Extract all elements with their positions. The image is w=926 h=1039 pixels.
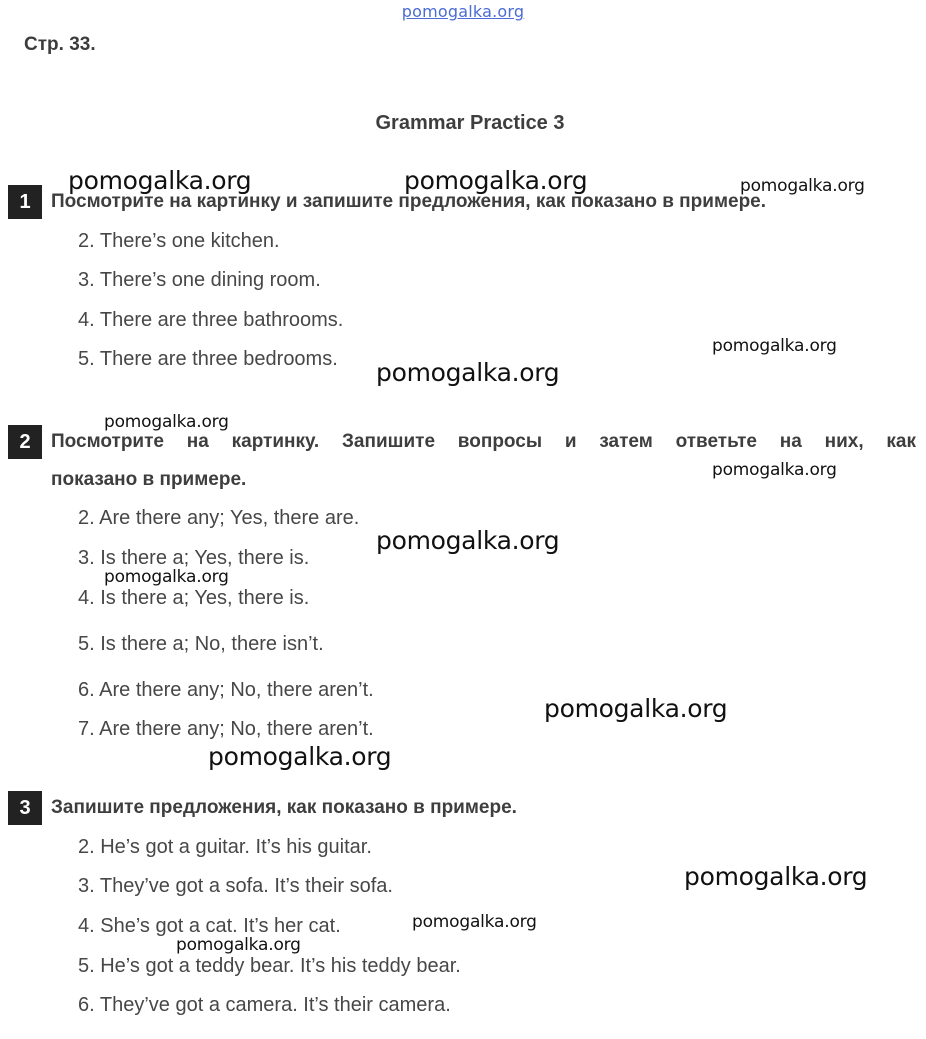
watermark: pomogalka.org bbox=[712, 460, 837, 480]
exercise-1-instruction: Посмотрите на картинку и запишите предложения, как показано в примере. bbox=[51, 191, 767, 212]
exercise-2-number-badge: 2 bbox=[8, 425, 42, 459]
exercise-3-answer: 4. She’s got a cat. It’s her cat. bbox=[78, 915, 341, 937]
watermark: pomogalka.org bbox=[712, 336, 837, 356]
exercise-3-answer: 6. They’ve got a camera. It’s their camera. bbox=[78, 994, 451, 1016]
watermark: pomogalka.org bbox=[376, 526, 560, 555]
watermark: pomogalka.org bbox=[412, 912, 537, 932]
watermark: pomogalka.org bbox=[684, 862, 868, 891]
section-title: Grammar Practice 3 bbox=[375, 112, 565, 134]
exercise-3-instruction: Запишите предложения, как показано в примере. bbox=[51, 797, 517, 818]
exercise-2-answer: 2. Are there any; Yes, there are. bbox=[78, 507, 360, 529]
exercise-2-answer: 4. Is there a; Yes, there is. bbox=[78, 587, 310, 609]
watermark: pomogalka.org bbox=[740, 176, 865, 196]
exercise-2-answer: 7. Are there any; No, there aren’t. bbox=[78, 718, 374, 740]
page-number: Стр. 33. bbox=[24, 34, 96, 55]
watermark: pomogalka.org bbox=[404, 166, 588, 195]
exercise-1-number-badge: 1 bbox=[8, 185, 42, 219]
exercise-1-answer: 3. There’s one dining room. bbox=[78, 269, 321, 291]
exercise-3-answer: 2. He’s got a guitar. It’s his guitar. bbox=[78, 836, 372, 858]
watermark: pomogalka.org bbox=[68, 166, 252, 195]
site-watermark-link[interactable]: pomogalka.org bbox=[401, 2, 525, 21]
exercise-1-answer: 4. There are three bathrooms. bbox=[78, 309, 344, 331]
exercise-1-answer: 2. There’s one kitchen. bbox=[78, 230, 280, 252]
watermark: pomogalka.org bbox=[104, 567, 229, 587]
exercise-2-instruction-line-2: показано в примере. bbox=[51, 469, 247, 490]
exercise-3-answer: 5. He’s got a teddy bear. It’s his teddy bear. bbox=[78, 955, 461, 977]
exercise-2-answer: 6. Are there any; No, there aren’t. bbox=[78, 679, 374, 701]
watermark: pomogalka.org bbox=[544, 694, 728, 723]
watermark: pomogalka.org bbox=[176, 935, 301, 955]
exercise-3-number-badge: 3 bbox=[8, 791, 42, 825]
exercise-1-answer: 5. There are three bedrooms. bbox=[78, 348, 338, 370]
exercise-3-answer: 3. They’ve got a sofa. It’s their sofa. bbox=[78, 875, 393, 897]
watermark: pomogalka.org bbox=[376, 358, 560, 387]
watermark: pomogalka.org bbox=[104, 412, 229, 432]
exercise-2-answer: 3. Is there a; Yes, there is. bbox=[78, 547, 310, 569]
watermark: pomogalka.org bbox=[208, 742, 392, 771]
exercise-2-answer: 5. Is there a; No, there isn’t. bbox=[78, 633, 324, 655]
exercise-2-instruction-line-1: Посмотрите на картинку. Запишите вопросы и затем ответьте на них, как bbox=[51, 431, 916, 452]
